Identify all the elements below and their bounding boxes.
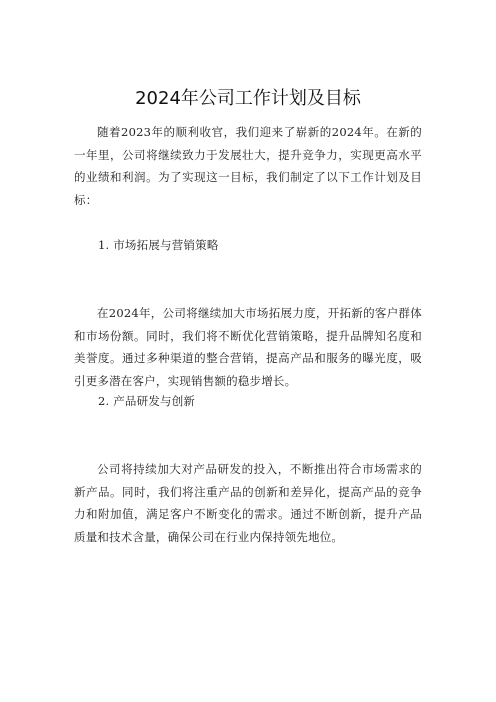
document-title: 2024年公司工作计划及目标 [135, 88, 361, 109]
section-heading-market: 1. 市场拓展与营销策略 [98, 238, 219, 252]
section-body-market: 在2024年，公司将继续加大市场拓展力度，开拓新的客户群体和市场份额。同时，我们将不断优化营销策略，提升品牌知名度和美誉度。通过多种渠道的整合营销，提高产品和服务的曝光度，吸引更多潜在客户，实现销售额的稳步增长。 [74, 306, 422, 388]
section-body-product: 公司将持续加大对产品研发的投入，不断推出符合市场需求的新产品。同时，我们将注重产品的创新和差异化，提高产品的竞争力和附加值，满足客户不断变化的需求。通过不断创新，提升产品质量和技术含量，确保公司在行业内保持领先地位。 [74, 462, 422, 544]
intro-paragraph: 随着2023年的顺利收官，我们迎来了崭新的2024年。在新的一年里，公司将继续致力于发展壮大，提升竞争力，实现更高水平的业绩和利润。为了实现这一目标，我们制定了以下工作计划及目标： [74, 125, 422, 207]
section-heading-product: 2. 产品研发与创新 [98, 394, 196, 408]
